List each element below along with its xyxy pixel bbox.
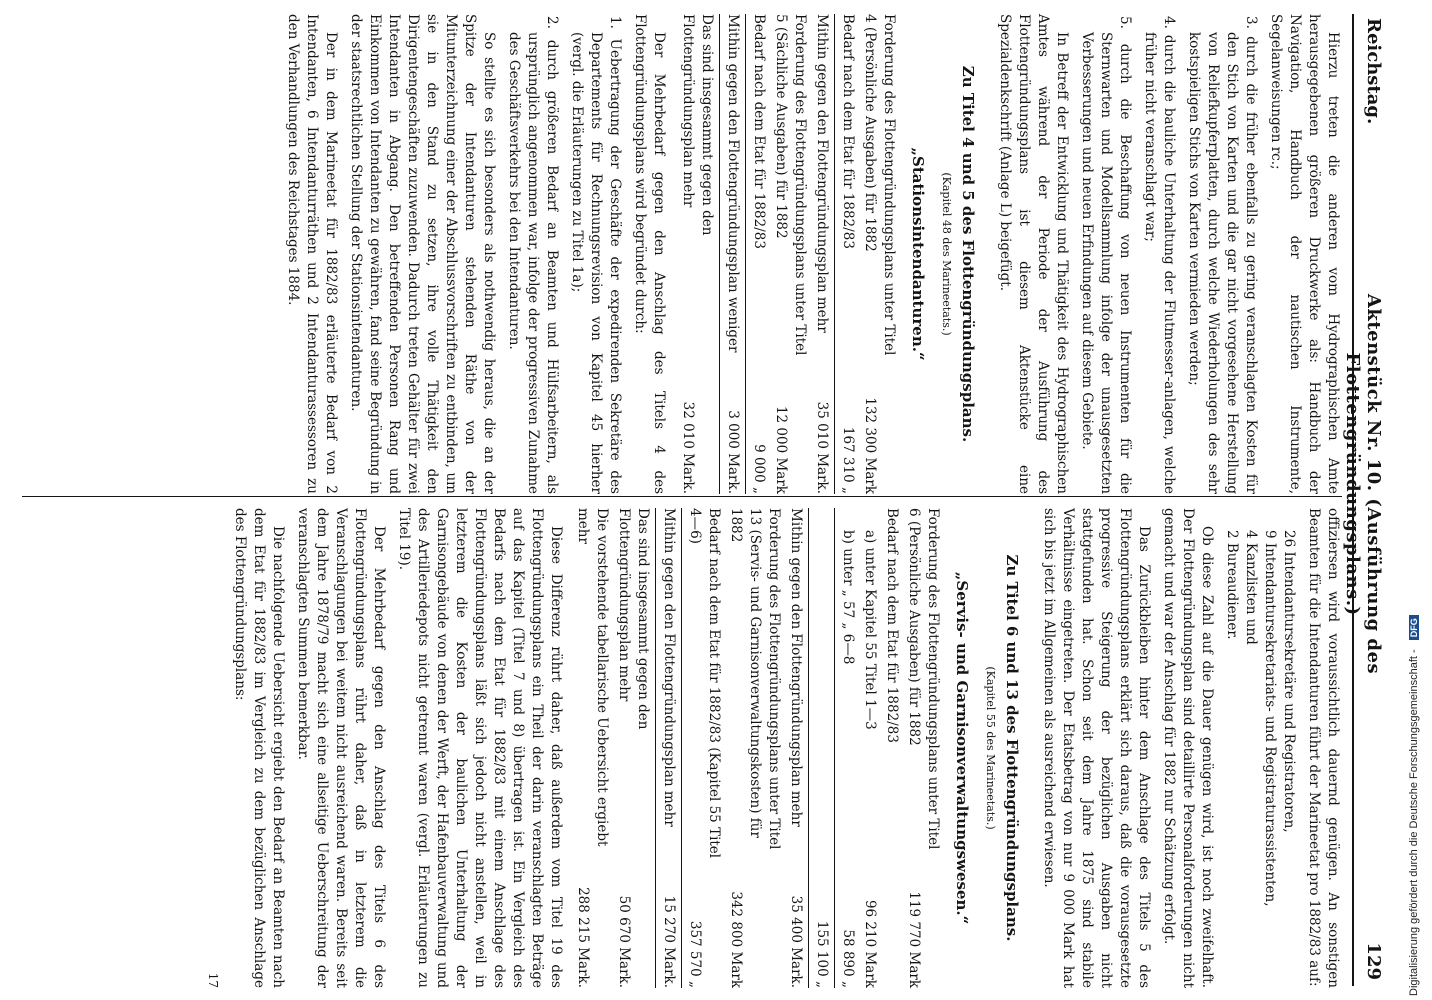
row-amount: 58 890 „ (840, 929, 856, 988)
list-item: 9 Intendantursekretariats- und Registraturassistenten, (1262, 530, 1278, 907)
budget-row (860, 14, 898, 494)
list-item-3: 3. durch die früher ebenfalls zu gering veranschlagten Kosten für den Stich von Karten und die gar nicht vorgesehene Herstellung von Reliefkupferplatten, durch welche Wiederholungen des sehr kostspieligen Stichs von Karten vermieden werden; (1186, 16, 1259, 494)
section-subtitle: (Kapitel 48 des Marineetats.) (940, 172, 953, 336)
paragraph: Der Mehrbedarf gegen den Anschlag des Titels 6 des Flottengründungsplans rührt daher, daß in letzterem die Veranschlagungen bei weitem nicht ausreichend waren. Bereits seit dem Jahre 1878/79 macht sich eine allseitige Ueberschreitung der veranschlagten Summen bemerkbar. (295, 508, 387, 988)
row-amount: 288 215 Mark. (575, 887, 591, 988)
budget-row-grand-total (678, 14, 720, 494)
page-number: 129 (1363, 942, 1384, 980)
paragraph: Der in dem Marineetat für 1882/83 erläuterte Bedarf von 2 Intendanten, 6 Intendanturräthen und 2 Intendanturassessoren zu den Verhandlungen des Reichstages 1884. (285, 14, 339, 494)
row-label: Das sind insgesammt gegen den Flottengründungsplan mehr (680, 14, 715, 236)
row-amount: 35 400 Mark. (788, 895, 804, 988)
row-label: a) unter Kapitel 55 Titel 1—3 (862, 530, 878, 730)
paragraph: Diese Differenz rührt daher, daß außerdem vom Titel 19 des Flottengründungsplans ein Theil der darin veranschlagten Beträge auf das Kapitel (Titel 7 und 8) übertragen ist. Ein Vergleich des Bedarfs nach dem Etat für 1882/83 mit einem Anschlage des Flottengründungsplans läßt sich jedoch nicht anstellen, weil in letzterem die Kosten der baulichen Unterhaltung der Garnisongebäude von denen der Werft, der Hafenbauverwaltung und des Artilleriedepots nicht getrennt waren (vergl. Erläuterungen zu Titel 19). (396, 508, 564, 988)
budget-row-total (659, 508, 682, 988)
row-amount: 132 300 Mark (862, 397, 878, 494)
row-label: Mithin gegen den Flottengründungsplan mehr (788, 508, 804, 827)
section-title: Zu Titel 4 und 5 des Flottengründungsplans. (959, 65, 977, 443)
list-item-1: 1. Uebertragung der Geschäfte der expedirenden Sekretäre des Departements für Rechnungsrevision von Kapitel 45 hierher (vergl. die Erläuterungen zu Titel 1a); (569, 16, 623, 494)
digitization-credit (1408, 615, 1420, 996)
row-amount: 32 010 Mark. (680, 401, 696, 494)
row-label: Forderung des Flottengründungsplans unter Titel 4 (Persönliche Ausgaben) für 1882 (862, 14, 897, 356)
paragraph: Der Mehrbedarf gegen den Anschlag des Titels 4 des Flottengründungsplans wird begründet durch: (632, 14, 667, 494)
budget-row (860, 508, 879, 988)
section-subtitle: (Kapitel 55 des Marineetats.) (984, 666, 997, 830)
list-item-4: 4. durch die bauliche Unterhaltung der Flutmesser-anlagen, welche früher nicht veranschlagt war; (1142, 16, 1177, 494)
row-label: Forderung des Flottengründungsplans unter Titel 6 (Persönliche Ausgaben) für 1882 (906, 508, 941, 850)
left-column (277, 14, 1342, 494)
row-amount: 119 770 Mark (906, 891, 922, 988)
row-label: Mithin gegen den Flottengründungsplan weniger (725, 14, 741, 353)
list-item-2: 2. durch größeren Bedarf an Beamten und Hülfsarbeitern, als ursprünglich angenommen war, infolge der progressiven Zunahme des Geschäftsverkehrs bei den Intendanturen. (506, 16, 560, 494)
paragraph: So stellte es sich besonders als nothwendig heraus, die an der Spitze der Intendanturen stehenden Räthe von der Mitunterzeichnung einer der Abschlussvorschriften zu entbinden, um sie in den Stand zu setzen, ihre volle Thätigkeit den Dirigentengeschäften zuzuwenden. Dadurch treten Gehälter für zwei Intendanten in Abgang. Den betreffenden Personen Rang und Einkommen von Intendanten zu gewähren, fand seine Begründung in der staatsrechtlichen Stellung der Stationsintendanturen. (348, 14, 497, 494)
budget-row (838, 508, 857, 988)
budget-row-total (786, 508, 809, 988)
header-title: Aktenstück Nr. 10. (Ausführung des Flottengründungsplans.) (1342, 293, 1384, 675)
paragraph: Hierzu treten die anderen vom Hydrographischen Amte herausgegebenen größeren Druckwerke als: Handbuch der Navigation, Handbuch der nautischen Instrumente, Segelanweisungen rc.; (1268, 14, 1341, 494)
budget-row (904, 508, 942, 988)
row-amount: 9 000 „ (751, 444, 767, 494)
row-label: Bedarf nach dem Etat für 1882/83 (840, 14, 856, 249)
list-item: 2 Bureaudiener. (1224, 530, 1240, 640)
paragraph: Ob diese Zahl auf die Dauer genügen wird, ist noch zweifelhaft. Der Flottengründungsplan sind detaillirte Personalforderungen nicht gemacht und war der Anschlag für 1882 nur Schätzung erfolgt. (1161, 508, 1215, 988)
row-amount: 155 100 „ (814, 920, 830, 988)
budget-row (573, 508, 611, 988)
row-amount: 12 000 Mark (773, 405, 789, 494)
list-item-5: 5. durch die Beschaffung von neuen Instrumenten für die Sternwarten und Modellsammlung infolge der unausgesetzten Verbesserungen und neuen Erfindungen auf diesem Gebiete. (1079, 16, 1133, 494)
row-label: Die vorstehende tabellarische Uebersicht ergiebt mehr (575, 508, 610, 847)
budget-row (882, 508, 901, 988)
column-divider (22, 496, 1342, 497)
row-amount: 50 670 Mark. (616, 895, 632, 988)
budget-row (685, 508, 723, 988)
list-item: 26 Intendantursekretäre und Registratoren, (1281, 530, 1297, 833)
right-column (203, 508, 1342, 988)
signature-mark: 17 (206, 972, 220, 988)
row-amount: 15 270 Mark. (661, 895, 677, 988)
row-amount: 167 310 „ (840, 426, 856, 494)
paragraph: Die nachfolgende Uebersicht ergiebt den Bedarf an Beamten nach dem Etat für 1882/83 im Vergleich zu dem bezüglichen Anschlage des Flottengründungsplans: (232, 508, 286, 988)
dfg-logo-icon: DFG (1409, 615, 1419, 640)
section-title: Zu Titel 6 und 13 des Flottengründungsplans. (1003, 554, 1021, 942)
budget-row-total (723, 14, 746, 494)
row-label: Forderung des Flottengründungsplans unter Titel 13 (Servis- und Garnisonverwaltungskosten) für 1882 (728, 508, 782, 850)
paragraph: Das Zurückbleiben hinter dem Anschlage des Titels 5 des Flottengründungsplans erklärt sich daraus, daß die vorausgesetzte progressive Steigerung der bezüglichen Ausgaben nicht stattgefunden hat. Schon seit dem Jahre 1875 sind stabile Verhältnisse eingetreten. Der Etatsbetrag von nur 9 000 Mark hat sich bis jetzt im Allgemeinen als ausreichend erwiesen. (1041, 508, 1152, 988)
row-label: Bedarf nach dem Etat für 1882/83 (884, 508, 900, 743)
row-label: Das sind insgesammt gegen den Flottengründungsplan mehr (616, 508, 651, 730)
row-label: Bedarf nach dem Etat für 1882/83 (Kapitel 55 Titel 4—6) (687, 508, 722, 859)
row-label: b) unter „ 57 „ 6—8 (840, 530, 856, 665)
paragraph: offiziersen wird voraussichtlich dauernd genügen. An sonstigen Beamten für die Intendanturen führt der Marineetat pro 1882/83 auf: (1306, 508, 1341, 988)
row-amount: 35 010 Mark. (814, 401, 830, 494)
header-left: Reichstag. (1363, 18, 1384, 125)
digitization-credit-bar (1404, 0, 1432, 1000)
budget-row (838, 14, 857, 494)
row-amount: 96 210 Mark (862, 899, 878, 988)
section-heading: „Servis- und Garnisonverwaltungswesen.“ (953, 571, 971, 925)
row-label: Forderung des Flottengründungsplans unter Titel 5 (Sächliche Ausgaben) für 1882 (773, 14, 808, 356)
budget-row-subtotal (812, 508, 835, 988)
row-label: Mithin gegen den Flottengründungsplan mehr (661, 508, 677, 827)
budget-row (749, 14, 768, 494)
list-item: 4 Kanzlisten und (1243, 530, 1259, 645)
budget-row-grand-total (614, 508, 656, 988)
row-label: Bedarf nach dem Etat für 1882/83 (751, 14, 767, 249)
credit-text: Digitalisierung gefördert durch die Deutsche Forschungsgemeinschaft - (1408, 649, 1420, 996)
paragraph: In Betreff der Entwicklung und Thätigkeit des Hydrographischen Amtes während der Periode der Ausführung des Flottengründungsplans ist diesem Aktenstücke eine Spezialdenkschrift (Anlage L) beigefügt. (997, 14, 1070, 494)
page-header (1342, 14, 1388, 986)
budget-row (726, 508, 783, 988)
row-label: Mithin gegen den Flottengründungsplan mehr (814, 14, 830, 333)
row-amount: 342 800 Mark (728, 891, 744, 988)
row-amount: 357 570 „ (687, 920, 703, 988)
row-amount: 3 000 Mark. (725, 410, 741, 494)
budget-row (771, 14, 809, 494)
section-heading: „Stationsintendanturen.“ (909, 147, 927, 361)
budget-row-total (812, 14, 835, 494)
